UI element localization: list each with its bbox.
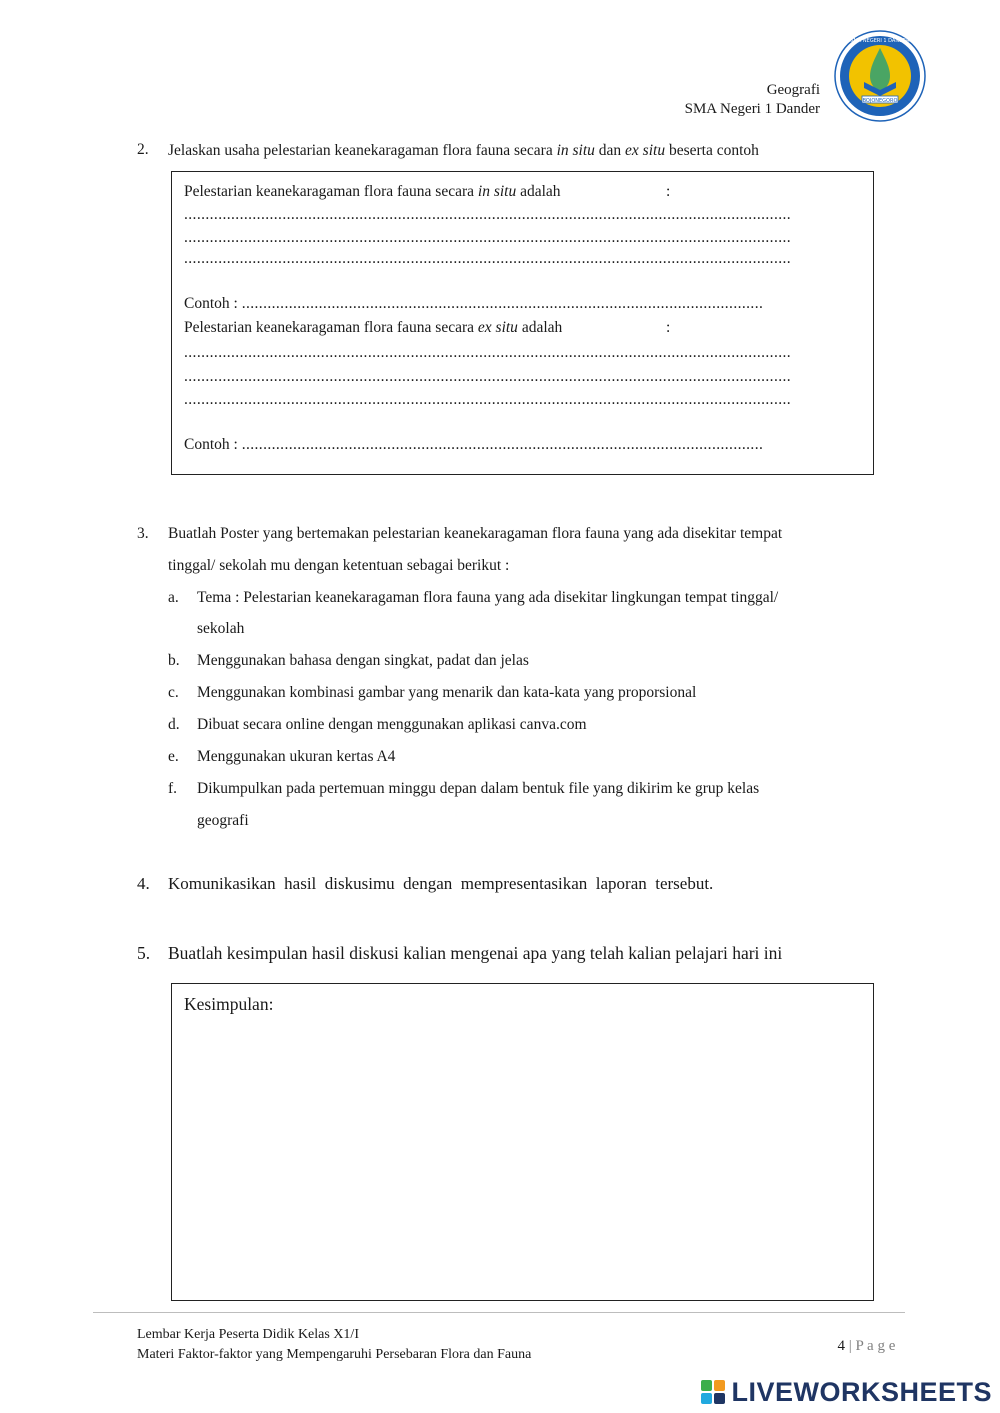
header-subject: Geografi — [766, 82, 820, 98]
in-situ-answer-line[interactable]: .............................................................................................................................................. — [184, 206, 792, 223]
conclusion-box[interactable] — [171, 983, 874, 1301]
header-school: SMA Negeri 1 Dander — [684, 101, 820, 117]
q5-text: Buatlah kesimpulan hasil diskusi kalian mengenai apa yang telah kalian pelajari hari ini — [168, 943, 783, 963]
in-situ-answer-line[interactable]: .............................................................................................................................................. — [184, 229, 792, 246]
in-situ-contoh[interactable]: Contoh : .......................................................................................................................... — [184, 295, 764, 312]
q2-answer-box[interactable] — [171, 171, 874, 475]
q4-text: Komunikasikan hasil diskusimu dengan mempresentasikan laporan tersebut. — [168, 874, 714, 893]
q3-text-line1: Buatlah Poster yang bertemakan pelestarian keanekaragaman flora fauna yang ada disekitar tempat — [168, 525, 783, 542]
brand-logo-icon — [701, 1380, 725, 1404]
school-logo — [834, 30, 926, 122]
logo-motto: BOJONEGORO — [862, 98, 898, 104]
footer-divider — [93, 1312, 905, 1313]
logo-text: SMA NEGERI 1 DANDER — [850, 38, 910, 44]
ex-situ-prompt: Pelestarian keanekaragaman flora fauna secara ex situ adalah : — [184, 319, 671, 336]
page-indicator: 4 | P a g e — [837, 1338, 896, 1354]
ex-situ-answer-line[interactable]: .............................................................................................................................................. — [184, 368, 792, 385]
q2-text: Jelaskan usaha pelestarian keanekaragaman flora fauna secara in situ dan ex situ beserta contoh — [168, 142, 759, 159]
q5-number: 5. — [137, 943, 151, 963]
q3-text-line2: tinggal/ sekolah mu dengan ketentuan sebagai berikut : — [168, 557, 510, 574]
footer-line1: Lembar Kerja Peserta Didik Kelas X1/I — [137, 1327, 359, 1342]
ex-situ-answer-line[interactable]: .............................................................................................................................................. — [184, 391, 792, 408]
in-situ-answer-line[interactable]: .............................................................................................................................................. — [184, 250, 792, 267]
q3-number: 3. — [137, 525, 149, 542]
conclusion-label: Kesimpulan: — [184, 994, 274, 1014]
brand-name: LIVEWORKSHEETS — [731, 1376, 992, 1407]
ex-situ-answer-line[interactable]: .............................................................................................................................................. — [184, 344, 792, 361]
footer-line2: Materi Faktor-faktor yang Mempengaruhi Persebaran Flora dan Fauna — [137, 1347, 532, 1362]
liveworksheets-brand[interactable] — [701, 1376, 992, 1408]
q4-number: 4. — [137, 874, 150, 893]
in-situ-prompt: Pelestarian keanekaragaman flora fauna secara in situ adalah : — [184, 183, 671, 200]
q2-number: 2. — [137, 141, 149, 158]
ex-situ-contoh[interactable]: Contoh : .......................................................................................................................... — [184, 436, 764, 453]
